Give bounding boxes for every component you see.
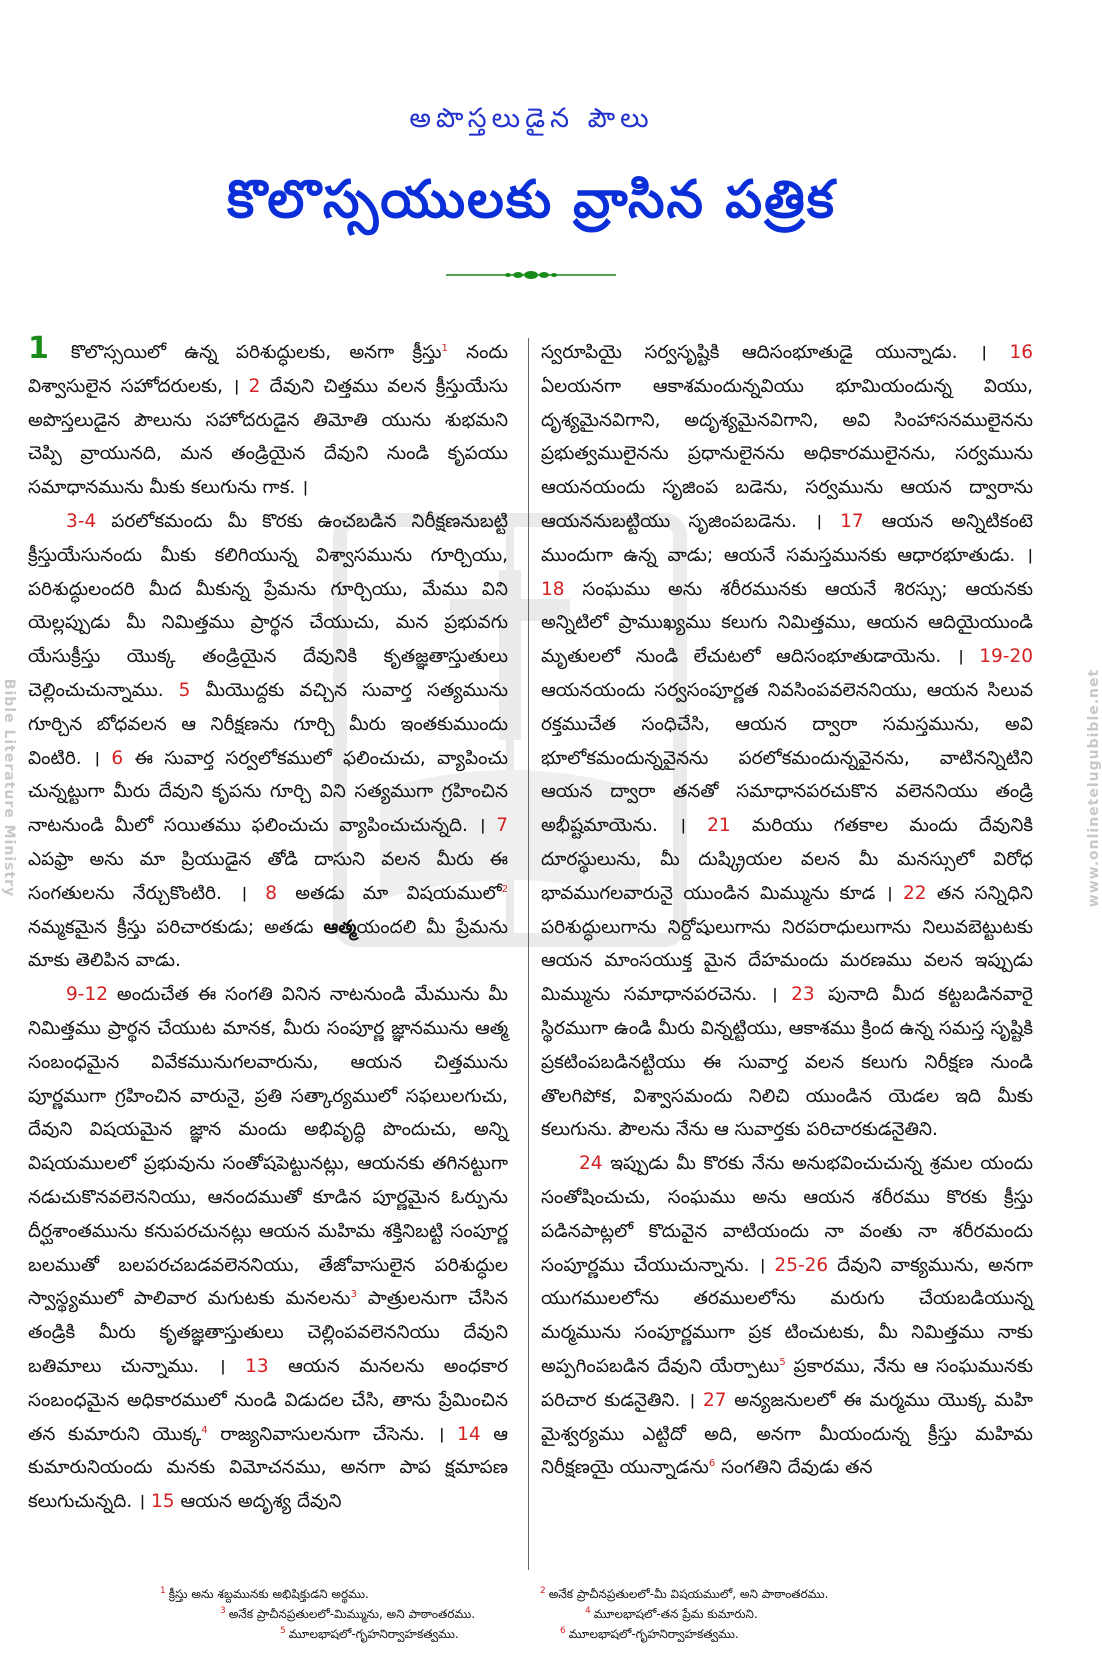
verse-text: కొలొస్సయిలో ఉన్న పరిశుద్ధులకు, అనగా క్రీస్తు [70,342,442,363]
verse-number: 25-26 [774,1254,829,1276]
footnote-ref: 2 [501,883,508,895]
verse-number: 8 [265,882,278,904]
verse-text: ఈ సువార్త సర్వలోకములో ఫలించుచు, వ్యాపించు చున్నట్టుగా మీరు దేవుని కృపను గూర్చి విని సత్యముగా గ్రహించిన నాటనుండి మీలో సయితము ఫలించుచు వ్యాపించుచున్నది. । [28,747,508,837]
verse-text: అతడు మా విషయములో [277,882,502,904]
verse-number: 16 [1009,342,1033,363]
scripture-paragraph [541,336,1033,1147]
book-title: కొలొస్సయులకు వ్రాసిన పత్రిక [227,170,836,230]
verse-number: 2 [248,375,261,397]
verse-number: 3-4 [66,510,97,532]
scripture-paragraph [28,505,508,978]
footnote [220,1602,475,1623]
verse-text: దేవుని వాక్యమును, అనగా యుగములలోను తరములలోను మరుగు చేయబడియున్న మర్మమును సంపూర్ణముగా ప్రక టించుటకు, మీ నిమిత్తము నాకు అప్పగింపబడిన దేవుని యేర్పాటు [541,1254,1034,1377]
verse-text: ఏలయనగా ఆకాశమందున్నవియు భూమియందున్న వియు, దృశ్యమైనవిగాని, అదృశ్యమైనవిగాని, అవి సింహాసనములైనను ప్రభుత్వములైనను ప్రధానులైనను అధికారములైనను, సర్వమును ఆయనయందు సృజింప బడెను, సర్వమును ఆయన ద్వారాను ఆయననుబట్టియు సృజింపబడెను. । [541,375,1033,532]
verse-text: మరియు గతకాల మందు దేవునికి దూరస్థులును, మీ దుష్క్రియల వలన మీ మనస్సులో విరోధ భావముగలవారునై యుండిన మిమ్మును కూడ । [541,815,1033,904]
verse-number: 27 [702,1389,727,1411]
verse-number: 7 [496,815,508,837]
footnote-text: మూలభాషలో-తన ప్రేమ కుమారుని. [593,1607,758,1621]
scripture-paragraph [541,1147,1033,1485]
verse-text: యందలి మీ ప్రేమను మాకు తెలిపిన వాడు. [28,916,508,972]
verse-number: 21 [707,815,731,837]
verse-number: 19-20 [979,646,1033,668]
left-side-watermark: Bible Literature Ministry [1,678,18,898]
verse-text: స్వరూపియై సర్వసృష్టికి ఆదిసంభూతుడై యున్నాడు. । [541,342,1010,363]
footnote-text: అనేక ప్రాచీనప్రతులలో-మీ విషయములో, అని పాఠాంతరము. [548,1587,829,1601]
verse-number: 17 [840,510,864,532]
verse-text: ఆ కుమారునియందు మనకు విమోచనము, అనగా పాప క్షమాపణ కలుగుచున్నది. । [28,1423,508,1513]
verse-number: 18 [541,578,565,600]
footnote-text: మూలభాషలో-గృహనిర్వాహకత్వము. [568,1627,739,1641]
verse-number: 24 [579,1153,603,1175]
verse-text: అందుచేత ఈ సంగతి వినిన నాటనుండి మేమును మీ నిమిత్తము ప్రార్థన చేయుట మానక, మీరు సంపూర్ణ జ్ఞానమును ఆత్మ సంబంధమైన వివేకమునుగలవారును, ఆయన చిత్తమును పూర్ణముగా గ్రహించిన వారునై, ప్రతి సత్కార్యములో సఫలులగుచు, దేవుని విషయమైన జ్ఞాన మందు అభివృద్ధి పొందుచు, అన్ని విషయములలో ప్రభువును సంతోషపెట్టునట్లు, ఆయనకు తగినట్టుగా నడుచుకొనవలెననియు, ఆనందముతో కూడిన పూర్ణమైన ఓర్పును దీర్ఘశాంతమును కనుపరచునట్లు ఆయన మహిమ శక్తినిబట్టి సంపూర్ణ బలముతో బలపరచబడవలెననియు, తేజోవాసులైన పరిశుద్ధుల స్వాస్థ్యములో పాలివార మగుటకు మనలను [28,984,508,1310]
right-side-watermark: www.onlinetelugubible.net [1086,668,1102,908]
verse-text: పరలోకమందు మీ కొరకు ఉంచబడిన నిరీక్షణనుబట్టి క్రీస్తుయేసునందు మీకు కలిగియున్న విశ్వాసమును గూర్చియు, పరిశుద్ధులందరి మీద మీకున్న ప్రేమను గూర్చియు, మేము విని యెల్లప్పుడు మీ నిమిత్తము ప్రార్థన చేయుచు, మన ప్రభువగు యేసుక్రీస్తు యొక్క తండ్రియైన దేవునికి కృతజ్ఞతాస్తుతులు చెల్లించుచున్నాము. [28,510,508,701]
verse-number: 22 [903,882,927,904]
footnote-number: 6 [560,1626,566,1636]
verse-number: 15 [151,1491,175,1513]
footnote-number: 1 [160,1586,166,1596]
verse-text: ఎపఫ్రా అను మా ప్రియుడైన తోడి దాసుని వలన మీరు ఈ సంగతులను నేర్చుకొంటిరి. । [28,848,508,904]
verse-number: 14 [457,1423,481,1445]
verse-text: సంగతిని దేవుడు తన [715,1457,873,1479]
verse-text: సంఘము అను శరీరమునకు ఆయనే శిరస్సు; ఆయనకు అన్నిటిలో ప్రాముఖ్యము కలుగు నిమిత్తము, ఆయన ఆదియైయుండి మృతులలో నుండి లేచుటలో ఆదిసంభూతుడాయెను. । [541,578,1033,668]
footnote [560,1622,739,1643]
footnote-ref: 4 [201,1424,208,1436]
verse-text: ఇప్పుడు మీ కొరకు నేను అనుభవించుచున్న శ్రమల యందు సంతోషించుచు, సంఘము అను ఆయన శరీరము కొరకు క్రీస్తు పడినపాట్లలో కొదువైన వాటియందు నా వంతు నా శరీరమందు సంపూర్ణము చేయుచున్నాను. । [541,1153,1033,1276]
verse-number: 23 [791,984,815,1006]
chapter-number: 1 [28,331,49,366]
verse-text: ఆయన మనలను అంధకార సంబంధమైన అధికారములో నుండి విడుదల చేసి, తాను ప్రేమించిన తన కుమారుని యొక్క [28,1355,508,1445]
verse-text: అన్యజనులలో ఈ మర్మము యొక్క మహి మైశ్వర్యము ఎట్టిదో అది, అనగా మీయందున్న క్రీస్తు మహిమ నిరీక్షణయై యున్నాడను [541,1389,1033,1479]
verse-text: ఆయన అదృశ్య దేవుని [174,1491,342,1513]
scripture-paragraph [28,978,508,1519]
verse-text: దేవుని చిత్తము వలన క్రీస్తుయేసు అపొస్తలుడైన పౌలును సహోదరుడైన తిమోతి యును శుభమని చెప్పి వ్రాయునది, మన తండ్రియైన దేవుని నుండి కృపయు సమాధానమును మీకు కలుగును గాక. । [28,375,508,499]
verse-text: ప్రకారము, నేను ఆ సంఘమునకు పరిచార కుడనైతిని. । [541,1355,1034,1411]
verse-text: తన సన్నిధిని పరిశుద్ధులుగాను నిర్దోషులుగాను నిరపరాధులుగాను నిలువబెట్టుటకు ఆయన మాంసయుక్త మైన దేహమందు మరణము వలన ఇప్పుడు మిమ్మును సమాధానపరచెను. । [541,882,1033,1006]
footnote-text: అనేక ప్రాచీనప్రతులలో-మిమ్మును, అని పాఠాంతరము. [228,1607,476,1621]
verse-text: పునాది మీద కట్టబడినవారై స్థిరముగా ఉండి మీరు విన్నట్టియు, ఆకాశము క్రింద ఉన్న సమస్త సృష్టికి ప్రకటింపబడినట్టియు ఈ సువార్త వలన కలుగు నిరీక్షణ నుండి తొలగిపోక, విశ్వాసమందు నిలిచి యుండిన యెడల ఇది మీకు కలుగును. పౌలను నేను ఆ సువార్తకు పరిచారకుడనైతిని. [541,984,1033,1141]
verse-text: మీయొద్దకు వచ్చిన సువార్త సత్యమును గూర్చిన బోధవలన ఆ నిరీక్షణను గూర్చి మీరు ఇంతకుముందు వింటిరి. । [28,679,508,769]
column-divider [528,338,529,1570]
verse-text: ఆయన అన్నిటికంటె ముందుగా ఉన్న వాడు; ఆయనే సమస్తమునకు ఆధారభూతుడు. । [541,510,1033,566]
emphasis-text: ఆత్మ [323,916,357,938]
footnote-ref: 1 [441,342,448,354]
scripture-paragraph [28,331,508,505]
footnote-ref: 6 [708,1458,716,1470]
footnote [280,1622,459,1643]
title-ornament [446,268,616,282]
footnote-number: 3 [220,1606,226,1616]
verse-number: 6 [111,747,124,769]
verse-text: పాత్రులనుగా చేసిన తండ్రికి మీరు కృతజ్ఞతాస్తుతులు చెల్లింపవలెననియు దేవుని బతిమాలు చున్నాము. । [28,1288,508,1377]
footnote-number: 2 [540,1586,546,1596]
footnote-number: 4 [585,1606,591,1616]
book-author-subtitle: అపొస్తలుడైన పౌలు [409,103,654,134]
verse-text: ఆయనయందు సర్వసంపూర్ణత నివసింపవలెననియు, ఆయన సిలువ రక్తముచేత సంధిచేసి, ఆయన ద్వారా సమస్తమును, అవి భూలోకమందున్నవైనను పరలోకమందున్నవైనను, వాటినన్నిటిని ఆయన ద్వారా తనతో సమాధానపరచుకొన వలెననియు తండ్రి అభీష్టమాయెను. । [541,679,1033,837]
footnote [540,1582,828,1603]
footnote-text: మూలభాషలో-గృహనిర్వాహకత్వము. [288,1627,459,1641]
footnote [585,1602,758,1623]
page-header [0,0,1063,300]
verse-number: 13 [245,1355,269,1377]
verse-number: 9-12 [66,984,108,1006]
footnote-text: క్రీస్తు అను శబ్దమునకు అభిషిక్తుడని అర్థము. [168,1587,369,1601]
right-text-column [541,336,1033,1485]
footnote-ref: 5 [779,1356,786,1368]
verse-number: 5 [178,679,191,701]
left-text-column [28,331,508,1519]
verse-text: నందు విశ్వాసులైన సహోదరులకు, । [28,342,508,397]
footnote-number: 5 [280,1626,286,1636]
footnote [160,1582,369,1603]
verse-text: రాజ్యనివాసులనుగా చేసెను. । [207,1423,458,1445]
verse-text: నమ్మకమైన క్రీస్తు పరిచారకుడు; అతడు [28,916,324,938]
footnote-ref: 3 [350,1289,357,1301]
